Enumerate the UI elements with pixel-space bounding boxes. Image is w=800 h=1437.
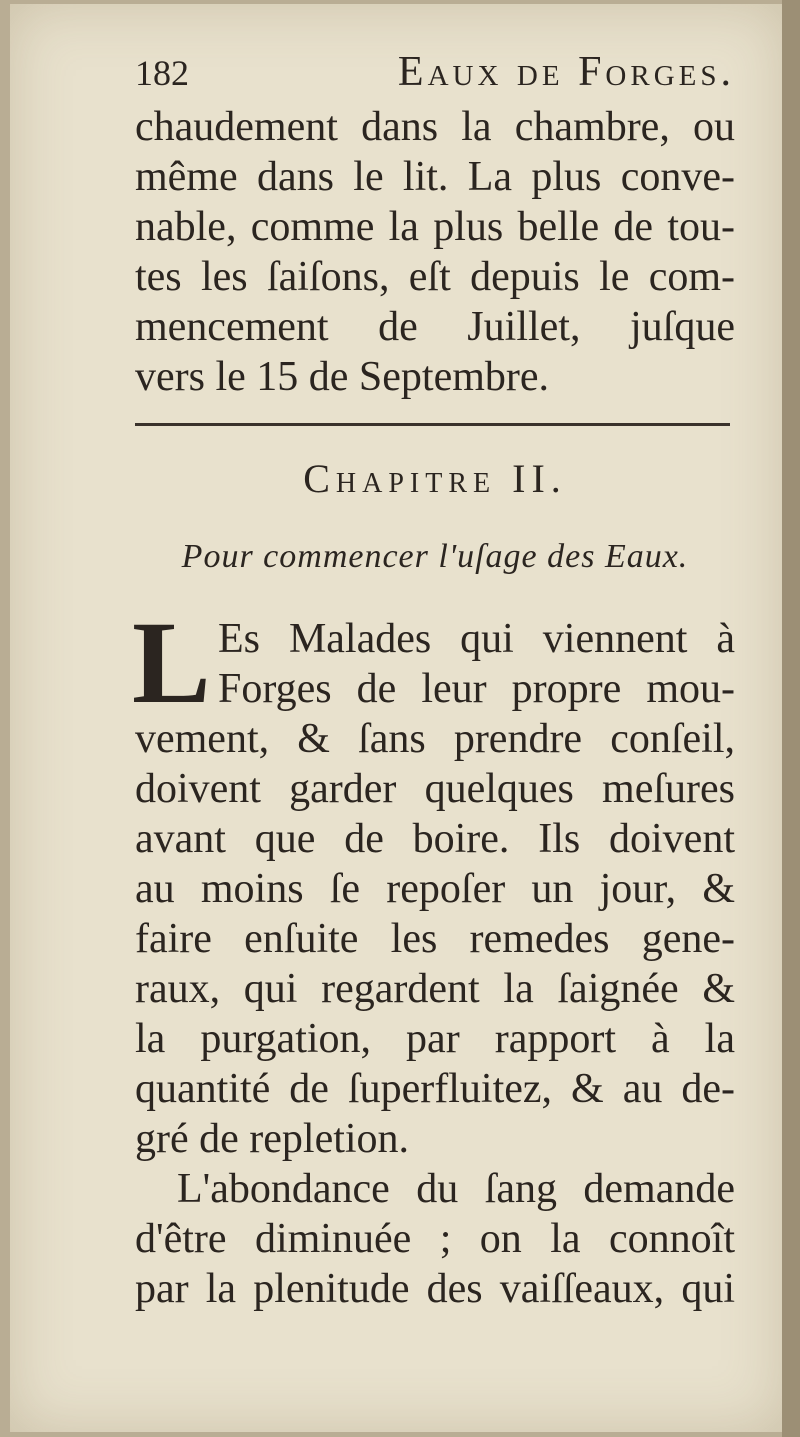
text-line: gré de repletion. [135,1116,410,1162]
text-line: doivent garder quelques meſures [135,766,735,812]
text-line: Es Malades qui viennent à [218,616,735,662]
text-line: même dans le lit. La plus conve- [135,154,735,200]
page-edge [782,0,800,1437]
text-line: L'abondance du ſang demande [177,1166,735,1212]
running-header [135,48,735,98]
section-rule [135,423,730,426]
drop-cap: L [132,597,211,728]
text-line: au moins ſe repoſer un jour, & [135,866,735,912]
text-line: Forges de leur propre mou- [218,666,735,712]
text-line: vers le 15 de Septembre. [135,354,550,400]
text-line: d'être diminuée ; on la connoît [135,1216,735,1262]
text-line: faire enſuite les remedes gene- [135,916,735,962]
page-number: 182 [135,53,189,93]
running-title: Eaux de Forges. [397,49,735,95]
text-line: vement, & ſans prendre conſeil, [135,716,735,762]
text-line: la purgation, par rapport à la [135,1016,735,1062]
chapter-subtitle: Pour commencer l'uſage des Eaux. [181,538,689,575]
text-line: nable, comme la plus belle de tou- [135,204,735,250]
text-line: raux, qui regardent la ſaignée & [135,966,735,1012]
text-line: tes les ſaiſons, eſt depuis le com- [135,254,735,300]
text-line: avant que de boire. Ils doivent [135,816,735,862]
text-line: mencement de Juillet, juſque [135,304,735,350]
text-line: par la plenitude des vaiſſeaux, qui [135,1266,735,1312]
text-line: chaudement dans la chambre, ou [135,104,735,150]
text-line: quantité de ſuperfluitez, & au de- [135,1066,735,1112]
chapter-title: Chapitre II. [303,456,567,501]
